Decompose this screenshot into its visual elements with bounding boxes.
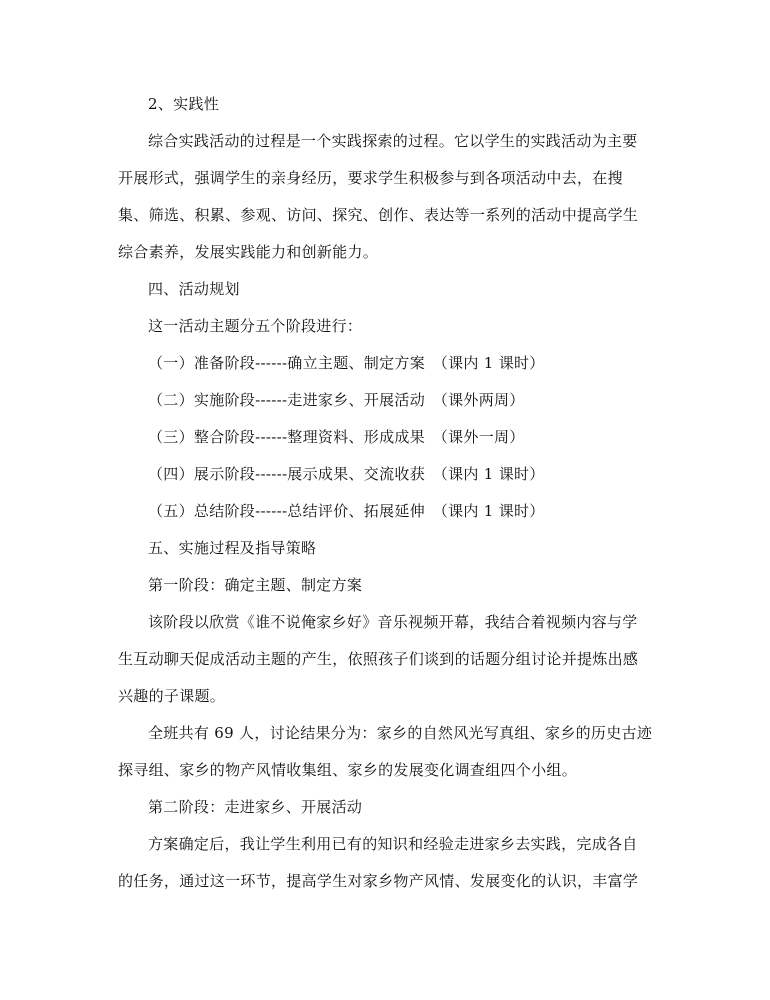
paragraph-line: 方案确定后，我让学生利用已有的知识和经验走进家乡去实践，完成各自: [148, 835, 638, 853]
paragraph-line: 兴趣的子课题。: [118, 687, 226, 705]
paragraph-line: 全班共有 69 人，讨论结果分为：家乡的自然风光写真组、家乡的历史古迹: [148, 724, 653, 742]
paragraph-line: 综合实践活动的过程是一个实践探索的过程。它以学生的实践活动为主要: [148, 132, 638, 150]
stage-list-item: （三）整合阶段------整理资料、形成成果 （课外一周）: [148, 428, 525, 446]
paragraph-line: 生互动聊天促成活动主题的产生，依照孩子们谈到的话题分组讨论并提炼出感: [118, 650, 639, 668]
paragraph-line: 综合素养，发展实践能力和创新能力。: [118, 243, 379, 261]
subsection-heading-stage-one: 第一阶段：确定主题、制定方案: [148, 576, 363, 594]
paragraph-line: 集、筛选、积累、参观、访问、探究、创作、表达等一系列的活动中提高学生: [118, 206, 639, 224]
paragraph-line: 这一活动主题分五个阶段进行：: [148, 317, 363, 335]
section-heading-activity-plan: 四、活动规划: [148, 280, 240, 298]
paragraph-line: 开展形式，强调学生的亲身经历，要求学生积极参与到各项活动中去，在搜: [118, 169, 623, 187]
section-heading-implementation: 五、实施过程及指导策略: [148, 539, 317, 557]
stage-list-item: （五）总结阶段------总结评价、拓展延伸 （课内 1 课时）: [148, 502, 545, 520]
paragraph-line: 探寻组、家乡的物产风情收集组、家乡的发展变化调查组四个小组。: [118, 761, 578, 779]
stage-list-item: （二）实施阶段------走进家乡、开展活动 （课外两周）: [148, 391, 525, 409]
section-heading-practicality: 2、实践性: [148, 95, 220, 113]
subsection-heading-stage-two: 第二阶段：走进家乡、开展活动: [148, 798, 363, 816]
paragraph-line: 该阶段以欣赏《谁不说俺家乡好》音乐视频开幕，我结合着视频内容与学: [148, 613, 638, 631]
paragraph-line: 的任务，通过这一环节，提高学生对家乡物产风情、发展变化的认识，丰富学: [118, 872, 639, 890]
stage-list-item: （四）展示阶段------展示成果、交流收获 （课内 1 课时）: [148, 465, 545, 483]
stage-list-item: （一）准备阶段------确立主题、制定方案 （课内 1 课时）: [148, 354, 545, 372]
